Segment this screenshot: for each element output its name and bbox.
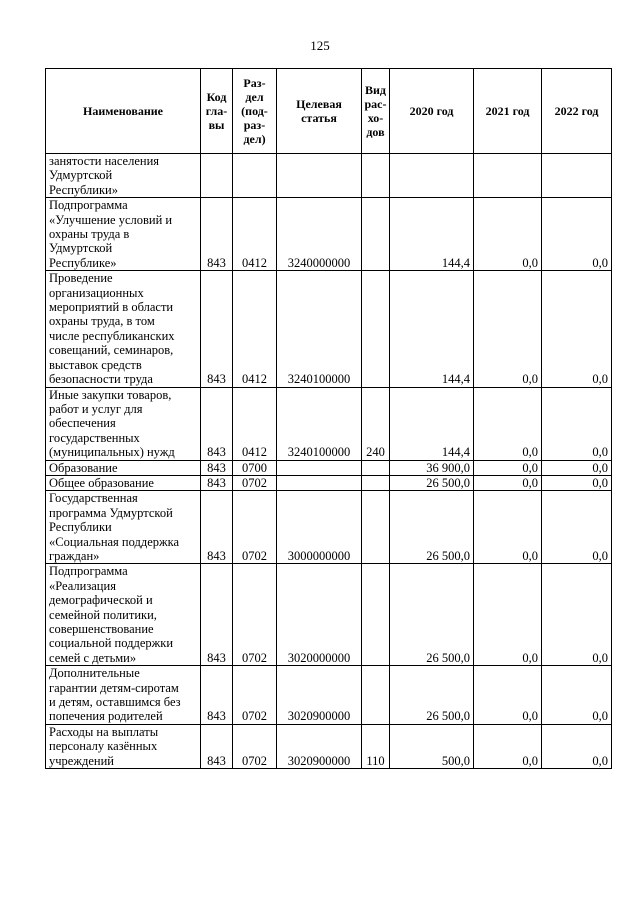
cell-target: 3020000000	[277, 564, 362, 666]
cell-code: 843	[201, 387, 233, 460]
cell-target	[277, 460, 362, 475]
cell-2022: 0,0	[542, 564, 612, 666]
cell-expense-type	[362, 564, 390, 666]
cell-2022: 0,0	[542, 491, 612, 564]
cell-2022: 0,0	[542, 666, 612, 725]
cell-expense-type	[362, 666, 390, 725]
cell-2021: 0,0	[474, 198, 542, 271]
cell-2021: 0,0	[474, 460, 542, 475]
cell-code: 843	[201, 491, 233, 564]
cell-name: Образование	[46, 460, 201, 475]
cell-2022: 0,0	[542, 387, 612, 460]
table-header-row	[46, 69, 612, 154]
header-name: Наименование	[46, 69, 201, 154]
cell-expense-type	[362, 475, 390, 490]
cell-expense-type: 240	[362, 387, 390, 460]
cell-target	[277, 154, 362, 198]
cell-2020	[390, 154, 474, 198]
cell-section: 0702	[233, 491, 277, 564]
cell-name: Проведение организационных мероприятий в области охраны труда, в том числе республиканских совещаний, семинаров, выставок средств безопасности труда	[46, 271, 201, 387]
cell-name: Расходы на выплаты персоналу казённых учреждений	[46, 724, 201, 768]
cell-section: 0702	[233, 724, 277, 768]
cell-2020: 144,4	[390, 387, 474, 460]
table-row	[46, 154, 612, 198]
table-row	[46, 271, 612, 387]
cell-2020: 26 500,0	[390, 666, 474, 725]
cell-2020: 26 500,0	[390, 475, 474, 490]
cell-section: 0702	[233, 475, 277, 490]
cell-code	[201, 154, 233, 198]
cell-code: 843	[201, 724, 233, 768]
cell-2022: 0,0	[542, 475, 612, 490]
cell-2022: 0,0	[542, 460, 612, 475]
header-target: Целевая статья	[277, 69, 362, 154]
cell-section: 0700	[233, 460, 277, 475]
cell-code: 843	[201, 475, 233, 490]
cell-name: Государственная программа Удмуртской Республики «Социальная поддержка граждан»	[46, 491, 201, 564]
cell-2020: 26 500,0	[390, 564, 474, 666]
cell-code: 843	[201, 271, 233, 387]
cell-2021: 0,0	[474, 564, 542, 666]
cell-expense-type	[362, 198, 390, 271]
cell-2022	[542, 154, 612, 198]
cell-target: 3000000000	[277, 491, 362, 564]
cell-2020: 144,4	[390, 271, 474, 387]
cell-expense-type	[362, 460, 390, 475]
cell-name: Общее образование	[46, 475, 201, 490]
cell-target: 3020900000	[277, 666, 362, 725]
table-row	[46, 475, 612, 490]
header-code: Код гла- вы	[201, 69, 233, 154]
table-row	[46, 564, 612, 666]
cell-2020: 144,4	[390, 198, 474, 271]
cell-2020: 500,0	[390, 724, 474, 768]
cell-section: 0702	[233, 564, 277, 666]
page-number: 125	[310, 38, 330, 53]
header-expense-type: Вид рас- хо- дов	[362, 69, 390, 154]
cell-name: занятости населения Удмуртской Республики»	[46, 154, 201, 198]
cell-expense-type	[362, 491, 390, 564]
cell-2021: 0,0	[474, 475, 542, 490]
cell-expense-type	[362, 271, 390, 387]
cell-target: 3240100000	[277, 271, 362, 387]
cell-name: Подпрограмма «Улучшение условий и охраны труда в Удмуртской Республике»	[46, 198, 201, 271]
header-2022: 2022 год	[542, 69, 612, 154]
cell-expense-type	[362, 154, 390, 198]
cell-section: 0412	[233, 387, 277, 460]
cell-target: 3240100000	[277, 387, 362, 460]
cell-2021: 0,0	[474, 491, 542, 564]
cell-target	[277, 475, 362, 490]
table-row	[46, 666, 612, 725]
cell-name: Подпрограмма «Реализация демографической и семейной политики, совершенствование социальной поддержки семей с детьми»	[46, 564, 201, 666]
cell-2022: 0,0	[542, 198, 612, 271]
table-row	[46, 491, 612, 564]
cell-2021: 0,0	[474, 724, 542, 768]
cell-section: 0702	[233, 666, 277, 725]
cell-2020: 36 900,0	[390, 460, 474, 475]
cell-code: 843	[201, 564, 233, 666]
header-2020: 2020 год	[390, 69, 474, 154]
cell-2021: 0,0	[474, 271, 542, 387]
cell-target: 3020900000	[277, 724, 362, 768]
table-row	[46, 724, 612, 768]
cell-code: 843	[201, 198, 233, 271]
cell-name: Иные закупки товаров, работ и услуг для обеспечения государственных (муниципальных) нужд	[46, 387, 201, 460]
cell-code: 843	[201, 460, 233, 475]
cell-target: 3240000000	[277, 198, 362, 271]
header-section: Раз- дел (под- раз- дел)	[233, 69, 277, 154]
header-2021: 2021 год	[474, 69, 542, 154]
table-row	[46, 460, 612, 475]
cell-2021	[474, 154, 542, 198]
cell-section: 0412	[233, 271, 277, 387]
cell-2021: 0,0	[474, 387, 542, 460]
cell-2021: 0,0	[474, 666, 542, 725]
table-row	[46, 198, 612, 271]
cell-2022: 0,0	[542, 724, 612, 768]
cell-section	[233, 154, 277, 198]
cell-name: Дополнительные гарантии детям-сиротам и детям, оставшимся без попечения родителей	[46, 666, 201, 725]
cell-expense-type: 110	[362, 724, 390, 768]
cell-code: 843	[201, 666, 233, 725]
budget-table	[45, 68, 612, 769]
table-row	[46, 387, 612, 460]
cell-2022: 0,0	[542, 271, 612, 387]
cell-section: 0412	[233, 198, 277, 271]
cell-2020: 26 500,0	[390, 491, 474, 564]
